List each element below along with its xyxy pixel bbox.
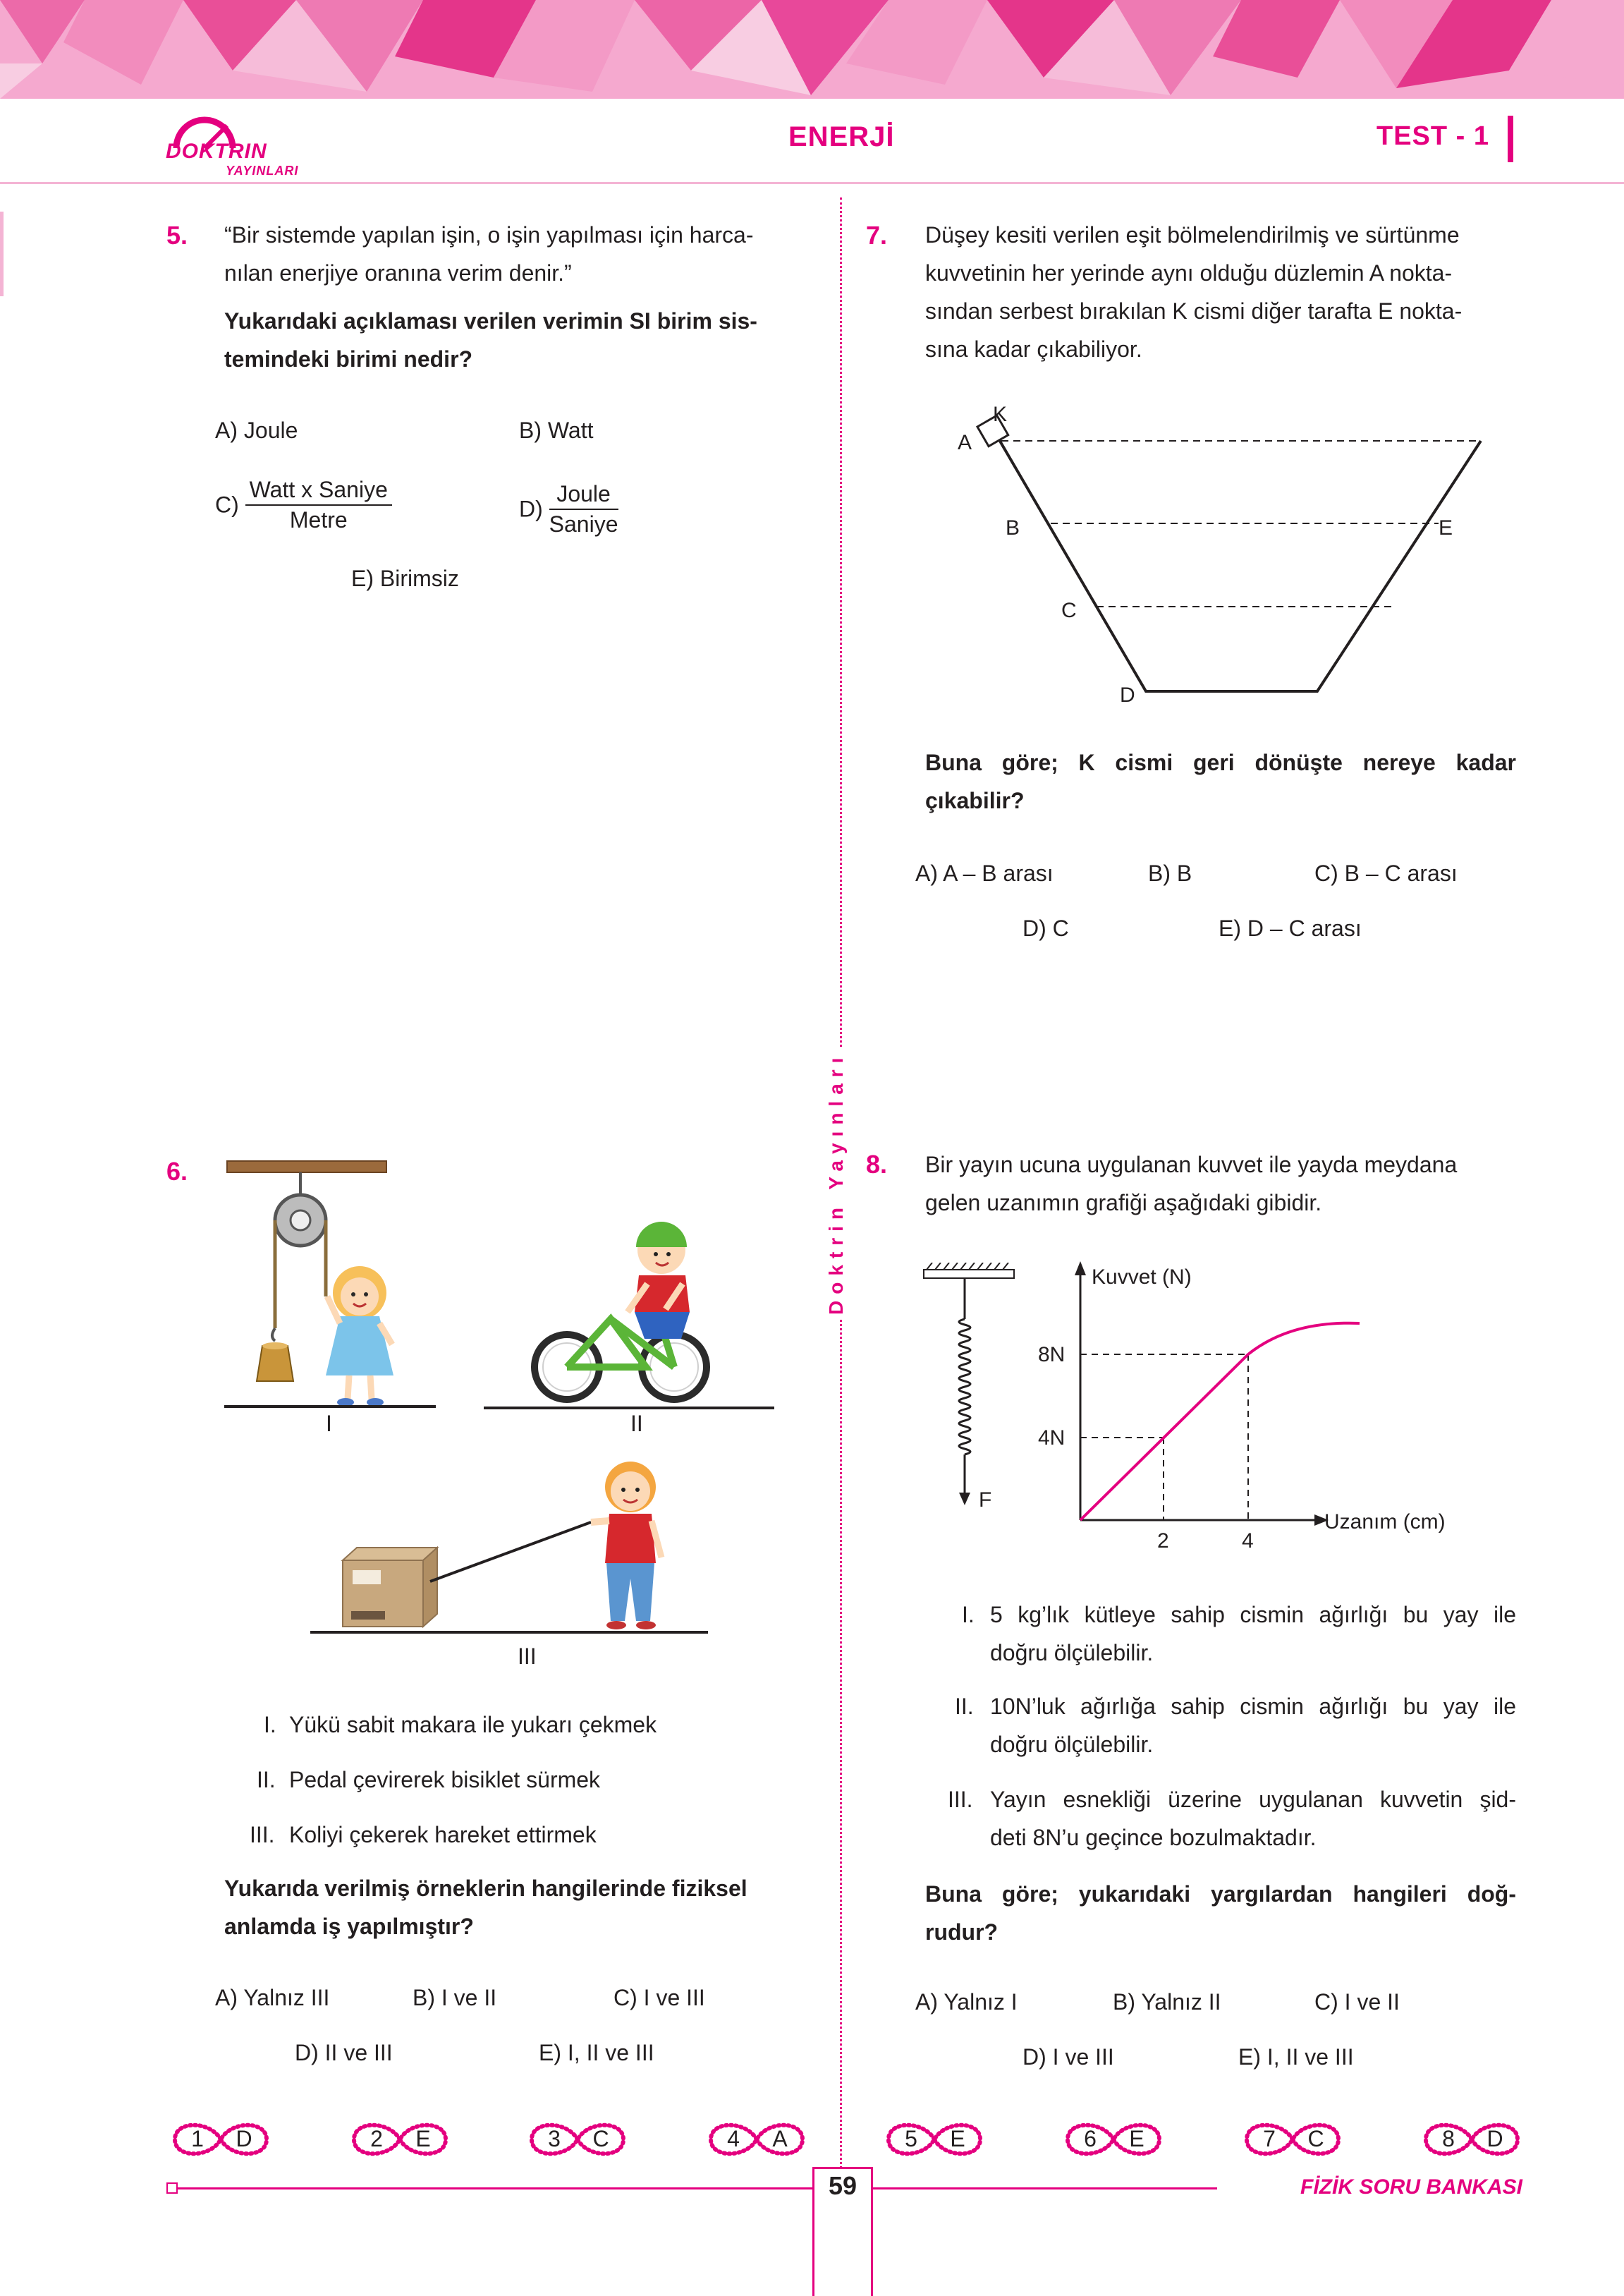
answer-key-question-number: 5 bbox=[905, 2126, 917, 2151]
q6-option-c[interactable]: C) I ve III bbox=[613, 1985, 705, 2010]
q8-spring-figure bbox=[917, 1263, 1022, 1524]
q6-statement-2-number: II. bbox=[257, 1767, 276, 1792]
answer-key-answer: C bbox=[1307, 2126, 1324, 2151]
q6-figure-label-i: I bbox=[326, 1411, 332, 1436]
page-number: 59 bbox=[828, 2171, 857, 2200]
q8-statement-2-number: II. bbox=[955, 1694, 974, 1719]
q8-option-d[interactable]: D) I ve III bbox=[1022, 2044, 1114, 2070]
answer-key-question-number: 3 bbox=[548, 2126, 561, 2151]
q5-option-d[interactable]: D) $\frac{\text{Joule}}{\text{Saniye}}$ bbox=[519, 481, 618, 537]
label-e: E bbox=[1439, 516, 1453, 540]
answer-key-item bbox=[1419, 2115, 1525, 2164]
answer-key-question-number: 1 bbox=[191, 2126, 204, 2151]
q6-figure-bicycle bbox=[484, 1213, 774, 1415]
answer-key-answer: D bbox=[1486, 2126, 1503, 2151]
answer-key-item bbox=[1240, 2115, 1345, 2164]
edge-marker bbox=[0, 212, 4, 296]
q7-option-b[interactable]: B) B bbox=[1148, 861, 1192, 886]
q5-number: 5. bbox=[166, 221, 188, 250]
answer-key-question-number: 8 bbox=[1442, 2126, 1455, 2151]
y-tick-4n: 4N bbox=[1038, 1426, 1066, 1450]
answer-key bbox=[0, 2115, 1624, 2171]
label-d: D bbox=[1120, 684, 1135, 707]
answer-key-question-number: 2 bbox=[370, 2126, 383, 2151]
answer-key-answer: C bbox=[592, 2126, 609, 2151]
q8-option-b[interactable]: B) Yalnız II bbox=[1113, 1989, 1221, 2015]
q8-number: 8. bbox=[866, 1150, 888, 1179]
q7-number: 7. bbox=[866, 221, 888, 250]
q6-figure-box bbox=[307, 1447, 711, 1642]
answer-key-item bbox=[881, 2115, 987, 2164]
q6-option-d[interactable]: D) II ve III bbox=[295, 2040, 393, 2065]
answer-key-answer: E bbox=[415, 2126, 431, 2151]
x-tick-2: 2 bbox=[1157, 1529, 1169, 1553]
logo-sub-text: YAYINLARI bbox=[226, 164, 299, 178]
spring-force-label: F bbox=[979, 1488, 992, 1512]
q6-number: 6. bbox=[166, 1157, 188, 1186]
q6-question: Yukarıda verilmiş örneklerin hangilerinde fiziksel anlamda iş yapılmıştır? bbox=[224, 1876, 747, 1939]
q8-statement-3: Yayın esnekliği üzerine uygulanan kuvvetin şid- deti 8N’u geçince bozulmaktadır. bbox=[990, 1787, 1516, 1850]
label-k: K bbox=[993, 403, 1008, 426]
answer-key-answer: D bbox=[236, 2126, 252, 2151]
answer-key-answer: E bbox=[950, 2126, 965, 2151]
q6-option-b[interactable]: B) I ve II bbox=[413, 1985, 497, 2010]
test-bar bbox=[1508, 116, 1513, 162]
q5-option-a[interactable]: A) Joule bbox=[215, 418, 298, 443]
q6-figure-label-iii: III bbox=[518, 1644, 537, 1669]
q8-stem: Bir yayın ucuna uygulanan kuvvet ile yayda meydana gelen uzanımın grafiği aşağıdaki gibidir. bbox=[925, 1152, 1458, 1215]
answer-key-question-number: 4 bbox=[727, 2126, 740, 2151]
q6-option-e[interactable]: E) I, II ve III bbox=[539, 2040, 654, 2065]
q8-option-a[interactable]: A) Yalnız I bbox=[915, 1989, 1018, 2015]
top-banner bbox=[0, 0, 1624, 99]
q6-figure-pulley bbox=[219, 1155, 444, 1416]
q8-statement-3-number: III. bbox=[948, 1787, 973, 1812]
logo-main-text: DOKTRIN bbox=[166, 140, 267, 163]
q6-statement-3-number: III. bbox=[250, 1822, 275, 1847]
q5-option-b[interactable]: B) Watt bbox=[519, 418, 594, 443]
answer-key-question-number: 7 bbox=[1263, 2126, 1276, 2151]
force-extension-curve bbox=[1080, 1323, 1360, 1520]
q6-statement-1: Yükü sabit makara ile yukarı çekmek bbox=[289, 1712, 657, 1737]
q5-stem: “Bir sistemde yapılan işin, o işin yapılması için harca- nılan enerjiye oranına verim denir.” Yukarıdaki açıklaması verilen verimin SI birim sis- temindeki birimi nedir? bbox=[224, 222, 757, 372]
book-title: FİZİK SORU BANKASI bbox=[1300, 2175, 1522, 2199]
q8-statement-1: 5 kg’lık kütleye sahip cismin ağırlığı bu yay ile doğru ölçülebilir. bbox=[990, 1602, 1516, 1665]
q6-statement-2: Pedal çevirerek bisiklet sürmek bbox=[289, 1767, 601, 1792]
answer-key-item bbox=[704, 2115, 810, 2164]
q8-option-e[interactable]: E) I, II ve III bbox=[1238, 2044, 1354, 2070]
answer-key-item bbox=[525, 2115, 630, 2164]
publisher-logo bbox=[162, 106, 324, 183]
footer-line bbox=[173, 2187, 1217, 2189]
footer-line-start bbox=[166, 2182, 178, 2194]
y-axis-label: Kuvvet (N) bbox=[1092, 1265, 1192, 1289]
q7-question: Buna göre; K cismi geri dönüşte nereye kadar çıkabilir? bbox=[925, 750, 1516, 813]
answer-key-question-number: 6 bbox=[1084, 2126, 1097, 2151]
q7-option-d[interactable]: D) C bbox=[1022, 916, 1069, 941]
answer-key-item bbox=[168, 2115, 274, 2164]
q7-stem: Düşey kesiti verilen eşit bölmelendirilmiş ve sürtünme kuvvetinin her yerinde aynı olduğu düzlemin A nokta- sından serbest bırakılan K cismi diğer tarafta E nokta- sına kadar çıkabiliyor. bbox=[925, 222, 1463, 362]
q7-track-diagram bbox=[938, 395, 1502, 719]
label-b: B bbox=[1006, 516, 1020, 540]
q8-force-extension-chart bbox=[1030, 1256, 1516, 1566]
answer-key-item bbox=[347, 2115, 453, 2164]
answer-key-answer: E bbox=[1129, 2126, 1144, 2151]
q7-option-a[interactable]: A) A – B arası bbox=[915, 861, 1054, 886]
q6-figure-label-ii: II bbox=[630, 1411, 643, 1436]
q5-option-e[interactable]: E) Birimsiz bbox=[351, 566, 459, 591]
q8-statement-1-number: I. bbox=[962, 1602, 975, 1627]
y-tick-8n: 8N bbox=[1038, 1343, 1066, 1366]
q8-question: Buna göre; yukarıdaki yargılardan hangileri doğ- rudur? bbox=[925, 1881, 1516, 1945]
q7-option-c[interactable]: C) B – C arası bbox=[1314, 861, 1458, 886]
x-axis-label: Uzanım (cm) bbox=[1324, 1510, 1446, 1533]
label-c: C bbox=[1061, 599, 1077, 622]
x-tick-4: 4 bbox=[1242, 1529, 1254, 1553]
q5-option-c[interactable]: C) $\frac{\text{Watt x Saniye}}{\text{Metre}}$ bbox=[215, 477, 392, 533]
side-publisher-label: Doktrin Yayınları bbox=[825, 1319, 853, 1333]
test-label: TEST - 1 bbox=[1376, 121, 1490, 151]
label-a: A bbox=[958, 431, 972, 454]
q8-statement-2: 10N’luk ağırlığa sahip cismin ağırlığı bu yay ile doğru ölçülebilir. bbox=[990, 1694, 1516, 1757]
q6-statement-1-number: I. bbox=[264, 1712, 276, 1737]
q7-option-e[interactable]: E) D – C arası bbox=[1219, 916, 1362, 941]
q6-statement-3: Koliyi çekerek hareket ettirmek bbox=[289, 1822, 597, 1847]
answer-key-item bbox=[1061, 2115, 1166, 2164]
q8-option-c[interactable]: C) I ve II bbox=[1314, 1989, 1400, 2015]
q6-option-a[interactable]: A) Yalnız III bbox=[215, 1985, 330, 2010]
chapter-title: ENERJİ bbox=[788, 121, 895, 152]
answer-key-answer: A bbox=[772, 2126, 788, 2151]
